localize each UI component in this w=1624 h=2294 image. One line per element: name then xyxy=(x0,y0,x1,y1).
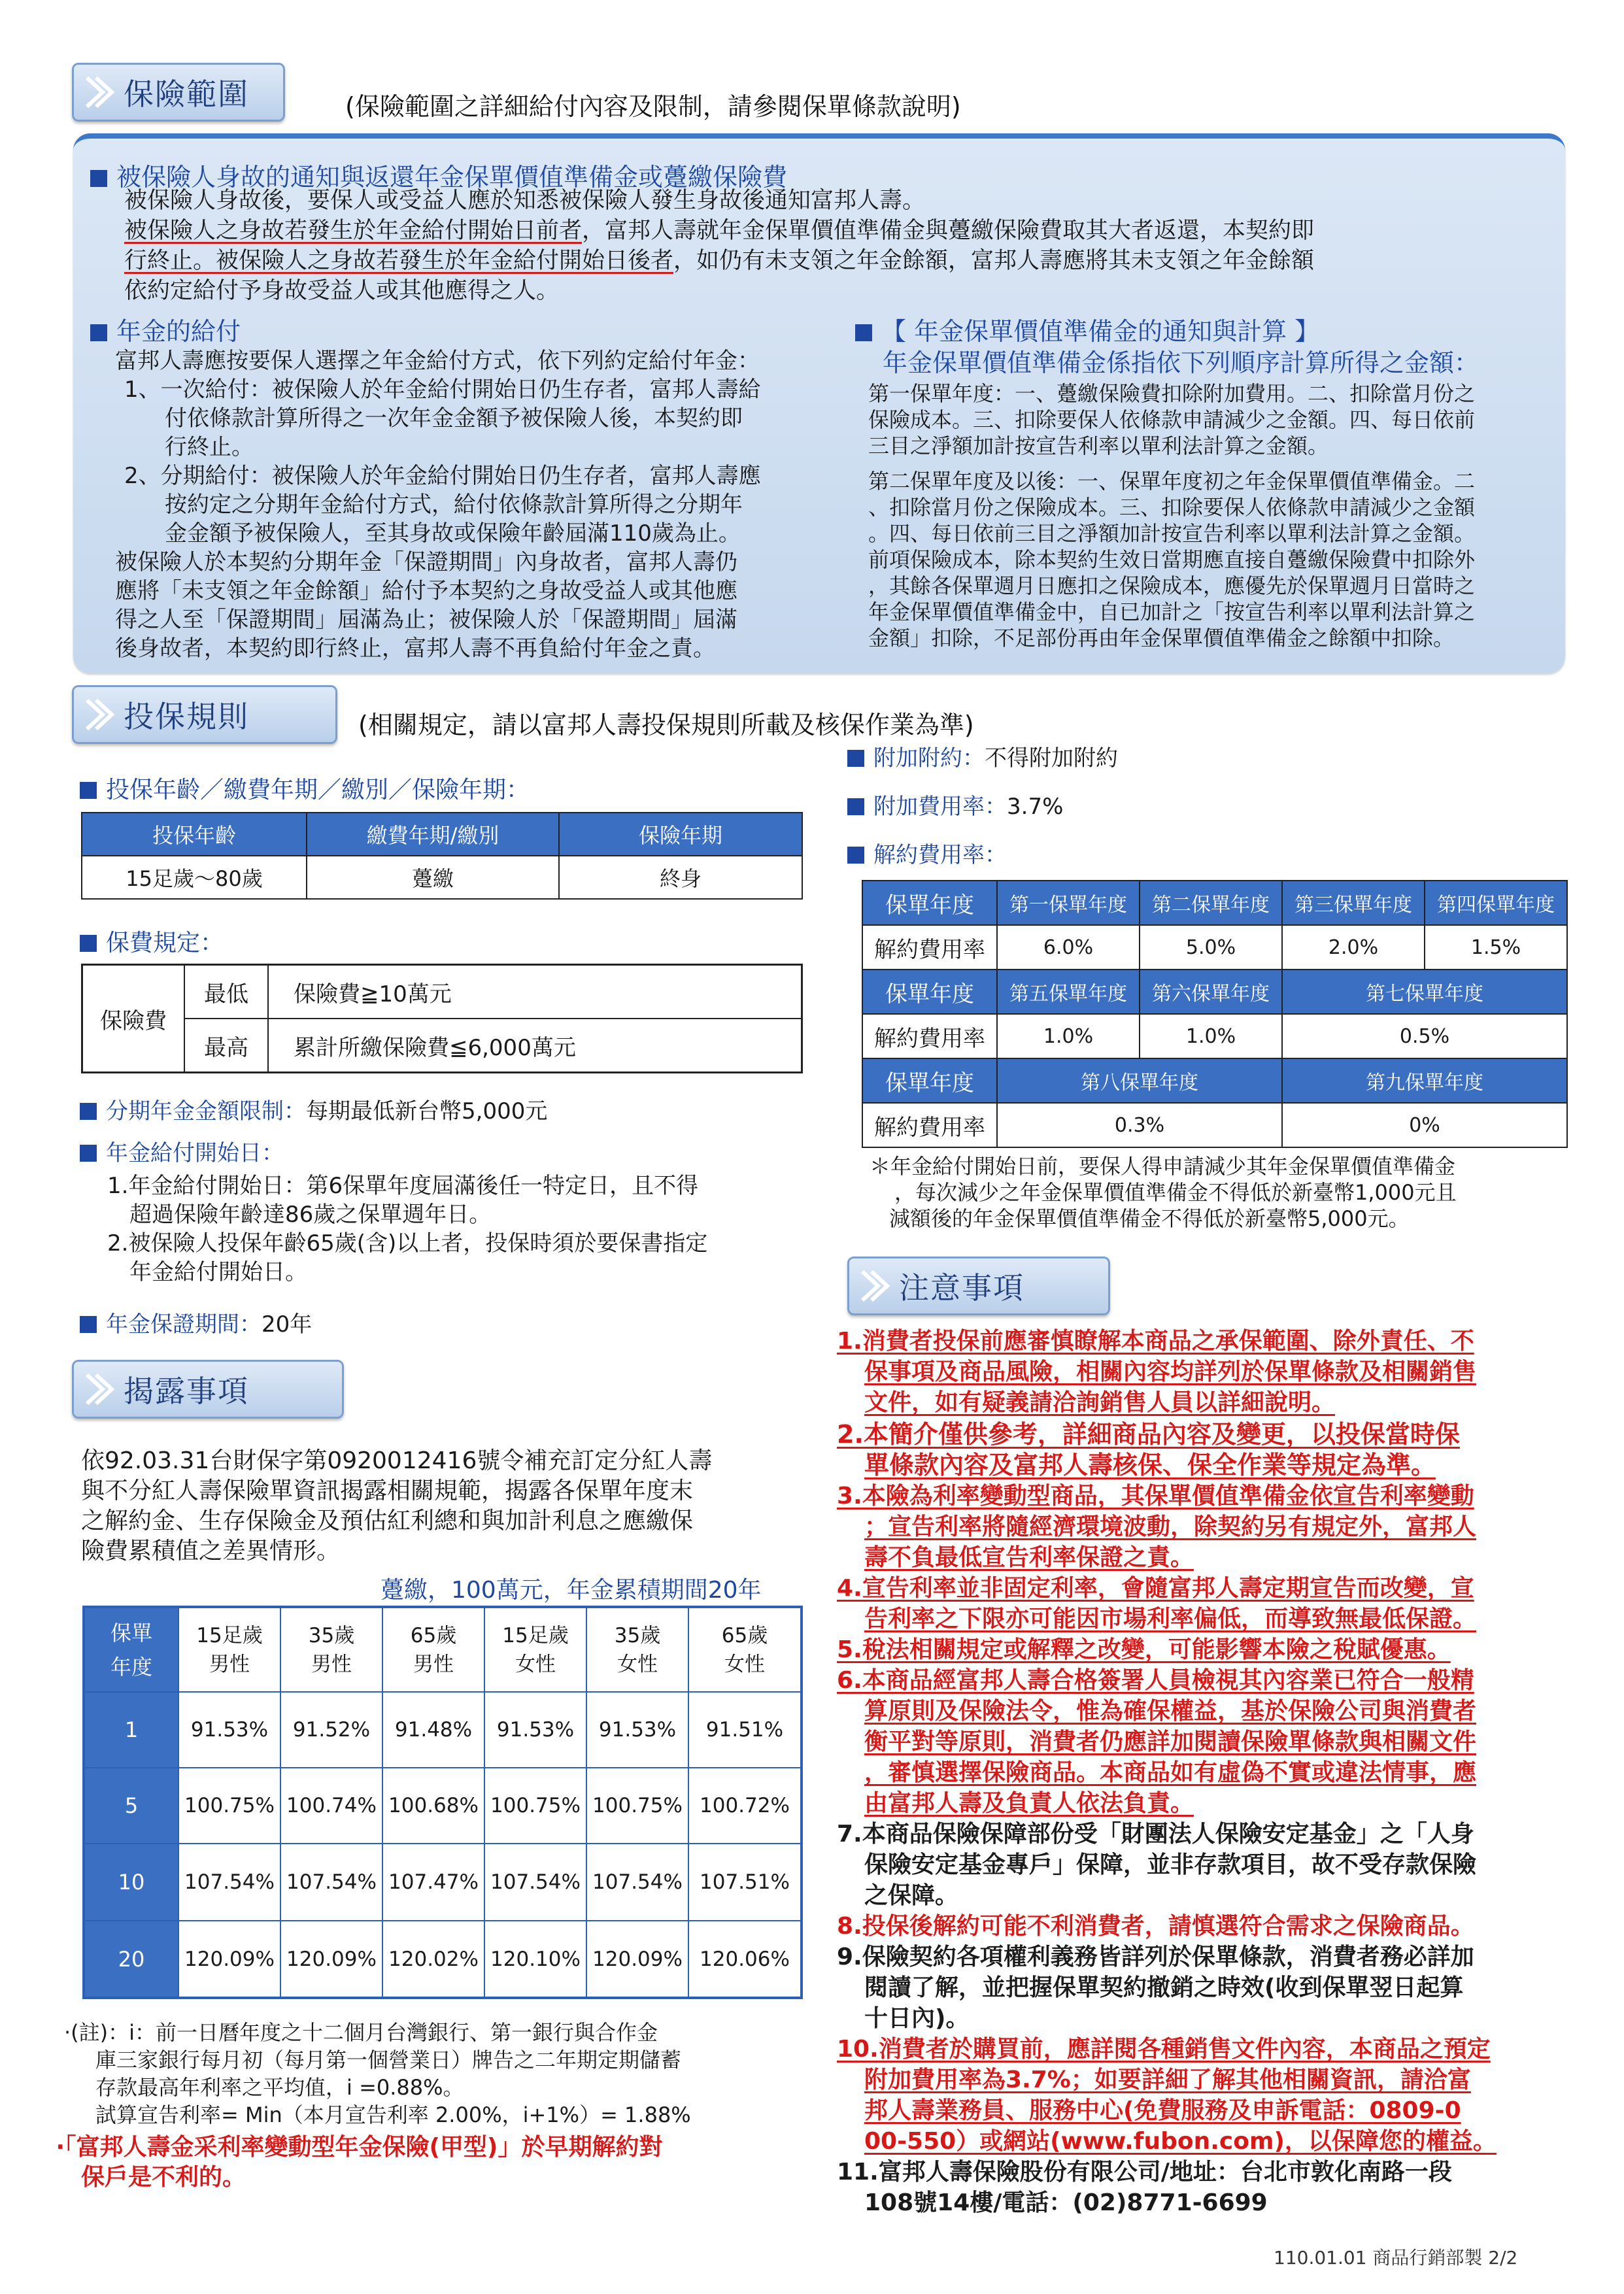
addfee-rule: 附加費用率：3.7% xyxy=(847,788,1063,820)
installment-limit: 分期年金金額限制：每期最低新台幣5,000元 xyxy=(80,1093,547,1125)
disclosure-year: 1 xyxy=(84,1692,178,1768)
surrender-rate: 1.0% xyxy=(997,1014,1140,1058)
disclosure-tab xyxy=(72,1360,344,1419)
premium-heading: 保費規定： xyxy=(80,924,224,958)
table-row xyxy=(84,1768,802,1844)
disclosure-cell: 107.51% xyxy=(688,1844,802,1921)
surrender-year-label: 保單年度 xyxy=(862,881,997,925)
list-item: 9.保險契約各項權利義務皆詳列於保單條款，消費者務必詳加 閱讀了解，並把握保單契約撤銷之時效(收到保單翌日起算 十日內)。 xyxy=(837,1944,1474,2032)
list-item: 11.富邦人壽保險股份有限公司/地址：台北市敦化南路一段 108號14樓/電話：(02)8771-6699 xyxy=(837,2159,1452,2216)
premium-min-label: 最低 xyxy=(184,965,268,1019)
surrender-rate: 2.0% xyxy=(1282,925,1425,970)
disclosure-cell: 107.54% xyxy=(280,1844,382,1921)
disclosure-cell: 91.51% xyxy=(688,1692,802,1768)
premium-max-value: 累計所繳保險費≦6,000萬元 xyxy=(268,1019,802,1073)
attention-tab-title: 注意事項 xyxy=(899,1270,1024,1306)
disclosure-cell: 107.54% xyxy=(484,1844,586,1921)
surrender-year-label: 保單年度 xyxy=(862,1058,997,1103)
age-table-cell: 終身 xyxy=(559,856,802,899)
disclosure-year: 5 xyxy=(84,1768,178,1844)
table-row xyxy=(84,1844,802,1921)
disclosure-col: 65歲 女性 xyxy=(688,1607,802,1692)
surrender-rate: 0% xyxy=(1282,1103,1567,1147)
scope-tab xyxy=(72,63,285,122)
square-bullet-icon xyxy=(90,324,107,341)
disclosure-col: 65歲 男性 xyxy=(382,1607,484,1692)
age-table-header: 繳費年期/繳別 xyxy=(307,813,559,856)
list-item: 1.消費者投保前應審慎瞭解本商品之承保範圍、除外責任、不 保事項及商品風險，相關內容均詳列於保單條款及相關銷售 文件，如有疑義請洽詢銷售人員以詳細說明。 xyxy=(837,1328,1477,1416)
disclosure-cell: 100.75% xyxy=(178,1768,280,1844)
surrender-footnote: ＊年金給付開始日前，要保人得申請減少其年金保單價值準備金 ，每次減少之年金保單價值準備金不得低於新臺幣1,000元且 減額後的年金保單價值準備金不得低於新臺幣5,000元。 xyxy=(870,1154,1457,1231)
disclosure-cell: 100.75% xyxy=(484,1768,586,1844)
surrender-year: 第五保單年度 xyxy=(997,970,1140,1014)
disclosure-col: 35歲 男性 xyxy=(280,1607,382,1692)
disclosure-subtitle: 躉繳，100萬元，年金累積期間20年 xyxy=(381,1577,762,1604)
disclosure-cell: 91.53% xyxy=(178,1692,280,1768)
surrender-year: 第三保單年度 xyxy=(1282,881,1425,925)
age-table-header: 保險年期 xyxy=(559,813,802,856)
surrender-heading: 解約費用率： xyxy=(847,837,1007,869)
guarantee-period: 年金保證期間：20年 xyxy=(80,1306,312,1338)
disclosure-cell: 100.75% xyxy=(586,1768,688,1844)
square-bullet-icon xyxy=(847,798,864,815)
reserve-text: 第一保單年度：一、躉繳保險費扣除附加費用。二、扣除當月份之 保險成本。三、扣除要保人依條款申請減少之金額。四、每日依前 三目之淨額加計按宣告利率以單利法計算之金額。 第二保單年度及以後：一、保單年度初之年金保單價值準備金。二 、扣除當月份之保險成本。三、扣除要保人依條款申請減少之金額 。四、每日依前三目之淨額加計按宣告利率以單利法計算之金額。 前項保險成本，除本契約生效日當期應直接自躉繳保險費中扣除外 ，其餘各保單週月日應扣之保險成本，應優先於保單週月日當時之 年金保單價值準備金中，自已加計之「按宣告利率以單利法計算之 金額」扣除，不足部份再由年金保單價值準備金之餘額中扣除。 xyxy=(868,381,1476,650)
disclosure-note: ‧(註)：i：前一日曆年度之十二個月台灣銀行、第一銀行與合作金 庫三家銀行每月初（每月第一個營業日）牌告之二年期定期儲蓄 存款最高年利率之平均值，i =0.88%。 試算宣告利率= Min（本月宣告利率 2.00%，i+1%）= 1.88% xyxy=(64,2020,691,2127)
scope-tab-title: 保險範圍 xyxy=(124,76,249,112)
disclosure-text: 依92.03.31台財保字第0920012416號令補充訂定分紅人壽 與不分紅人壽保險單資訊揭露相關規範，揭露各保單年度末 之解約金、生存保險金及預估紅利總和與加計利息之應繳保 險費累積值之差異情形。 xyxy=(81,1447,713,1564)
double-arrow-icon xyxy=(83,73,120,112)
disclosure-table xyxy=(82,1606,803,1999)
attention-tab xyxy=(847,1257,1110,1315)
surrender-rate: 5.0% xyxy=(1140,925,1282,970)
double-arrow-icon xyxy=(83,1370,120,1409)
surrender-table xyxy=(862,880,1568,1148)
table-row xyxy=(84,1692,802,1768)
age-table-cell: 躉繳 xyxy=(307,856,559,899)
age-table-cell: 15足歲～80歲 xyxy=(82,856,307,899)
disclosure-tab-title: 揭露事項 xyxy=(124,1374,249,1409)
square-bullet-icon xyxy=(80,935,97,952)
premium-max-label: 最高 xyxy=(184,1019,268,1073)
disclosure-cell: 91.52% xyxy=(280,1692,382,1768)
list-item: 4.宣告利率並非固定利率，會隨富邦人壽定期宣告而改變，宣 告利率之下限亦可能因市場利率偏低，而導致無最低保證。 xyxy=(837,1575,1477,1632)
premium-table xyxy=(81,964,803,1073)
square-bullet-icon xyxy=(90,170,107,187)
disclosure-cell: 120.06% xyxy=(688,1921,802,1998)
square-bullet-icon xyxy=(80,1145,97,1162)
disclosure-cell: 120.02% xyxy=(382,1921,484,1998)
annuity-heading: 年金的給付 xyxy=(90,311,241,347)
attention-list xyxy=(837,1326,1569,2218)
surrender-rate-label: 解約費用率 xyxy=(862,925,997,970)
surrender-rate: 0.3% xyxy=(997,1103,1282,1147)
surrender-year: 第九保單年度 xyxy=(1282,1058,1567,1103)
list-item: 5.稅法相關規定或解釋之改變，可能影響本險之稅賦優惠。 xyxy=(837,1636,1451,1663)
surrender-year: 第六保單年度 xyxy=(1140,970,1282,1014)
surrender-year: 第八保單年度 xyxy=(997,1058,1282,1103)
double-arrow-icon xyxy=(858,1266,895,1306)
disclosure-cell: 120.09% xyxy=(586,1921,688,1998)
surrender-year: 第二保單年度 xyxy=(1140,881,1282,925)
early-surrender-warning: ‧「富邦人壽金采利率變動型年金保險(甲型)」於早期解約對 保戶是不利的。 xyxy=(56,2134,663,2191)
surrender-rate-label: 解約費用率 xyxy=(862,1014,997,1058)
list-item: 2.本簡介僅供參考，詳細商品內容及變更，以投保當時保 單條款內容及富邦人壽核保、保全作業等規定為準。 xyxy=(837,1420,1460,1479)
reserve-heading: 【 年金保單價值準備金的通知與計算 】 xyxy=(855,311,1319,347)
list-item: 10.消費者於購買前，應詳閱各種銷售文件內容，本商品之預定 附加費用率為3.7%；如要詳細了解其他相關資訊，請洽富 邦人壽業務員、服務中心(免費服務及申訴電話：0809-0 00-550）或網站(www.fubon.com)，以保障您的權益。 xyxy=(837,2036,1497,2155)
square-bullet-icon xyxy=(847,847,864,864)
death-heading: 被保險人身故的通知與返還年金保單價值準備金或躉繳保險費 xyxy=(90,157,787,193)
disclosure-cell: 100.72% xyxy=(688,1768,802,1844)
reserve-subheading: 年金保單價值準備金係指依下列順序計算所得之金額： xyxy=(883,348,1480,377)
double-arrow-icon xyxy=(83,695,120,734)
scope-note: (保險範圍之詳細給付內容及限制，請參閱保單條款說明) xyxy=(345,92,961,121)
list-item: 3.本險為利率變動型商品，其保單價值準備金依宣告利率變動 ；宣告利率將隨經濟環境波動，除契約另有規定外，富邦人 壽不負最低宣告利率保證之責。 xyxy=(837,1483,1477,1571)
disclosure-cell: 120.10% xyxy=(484,1921,586,1998)
rider-rule: 附加附約：不得附加附約 xyxy=(847,740,1118,772)
surrender-rate: 0.5% xyxy=(1282,1014,1567,1058)
list-item: 7.本商品保險保障部份受「財團法人保險安定基金」之「人身 保險安定基金專戶」保障，並非存款項目，故不受存款保險 之保障。 xyxy=(837,1821,1477,1909)
rules-tab xyxy=(72,685,337,744)
surrender-rate: 1.0% xyxy=(1140,1014,1282,1058)
surrender-year-label: 保單年度 xyxy=(862,970,997,1014)
surrender-rate: 6.0% xyxy=(997,925,1140,970)
rules-note: (相關規定，請以富邦人壽投保規則所載及核保作業為準) xyxy=(358,711,974,739)
disclosure-cell: 91.53% xyxy=(484,1692,586,1768)
death-text: 被保險人身故後，要保人或受益人應於知悉被保險人發生身故後通知富邦人壽。 被保險人之身故若發生於年金給付開始日前者，富邦人壽就年金保單價值準備金與躉繳保險費取其大者返還，本契約即 行終止。被保險人之身故若發生於年金給付開始日後者，如仍有未支領之年金餘額，富邦人壽應將其未支領之年金餘額 依約定給付予身故受益人或其他應得之人。 xyxy=(124,188,1315,304)
square-bullet-icon xyxy=(80,1316,97,1333)
disclosure-cell: 107.54% xyxy=(178,1844,280,1921)
premium-min-value: 保險費≧10萬元 xyxy=(268,965,802,1019)
disclosure-cell: 120.09% xyxy=(280,1921,382,1998)
premium-label: 保險費 xyxy=(82,965,185,1073)
disclosure-cell: 107.54% xyxy=(586,1844,688,1921)
square-bullet-icon xyxy=(855,324,872,341)
list-item: 8.投保後解約可能不利消費者，請慎選符合需求之保險商品。 xyxy=(837,1913,1474,1940)
disclosure-cell: 100.68% xyxy=(382,1768,484,1844)
disclosure-cell: 91.53% xyxy=(586,1692,688,1768)
disclosure-col: 35歲 女性 xyxy=(586,1607,688,1692)
list-item: 6.本商品經富邦人壽合格簽署人員檢視其內容業已符合一般精 算原則及保險法令，惟為確保權益，基於保險公司與消費者 衡平對等原則，消費者仍應詳加閱讀保險單條款與相關文件 ，審慎選擇保險商品。本商品如有虛偽不實或違法情事，應 由富邦人壽及負責人依法負責。 xyxy=(837,1667,1477,1817)
surrender-rate-label: 解約費用率 xyxy=(862,1103,997,1147)
square-bullet-icon xyxy=(80,782,97,799)
start-text: 1.年金給付開始日：第6保單年度屆滿後任一特定日，且不得 超過保險年齡達86歲之保單週年日。 2.被保險人投保年齡65歲(含)以上者，投保時須於要保書指定 年金給付開始日。 xyxy=(107,1173,708,1285)
surrender-rate: 1.5% xyxy=(1425,925,1567,970)
disclosure-col-year: 保單 年度 xyxy=(84,1607,178,1692)
age-table xyxy=(81,812,803,900)
surrender-year: 第一保單年度 xyxy=(997,881,1140,925)
age-table-header: 投保年齡 xyxy=(82,813,307,856)
age-heading: 投保年齡／繳費年期／繳別／保險年期： xyxy=(80,771,530,805)
disclosure-cell: 120.09% xyxy=(178,1921,280,1998)
rules-tab-title: 投保規則 xyxy=(124,699,249,734)
start-heading: 年金給付開始日： xyxy=(80,1135,284,1167)
surrender-year: 第七保單年度 xyxy=(1282,970,1567,1014)
surrender-year: 第四保單年度 xyxy=(1425,881,1567,925)
square-bullet-icon xyxy=(847,750,864,767)
table-row xyxy=(84,1921,802,1998)
disclosure-year: 10 xyxy=(84,1844,178,1921)
disclosure-col: 15足歲 女性 xyxy=(484,1607,586,1692)
annuity-text: 富邦人壽應按要保人選擇之年金給付方式，依下列約定給付年金： 1、一次給付：被保險人於年金給付開始日仍生存者，富邦人壽給 付依條款計算所得之一次年金金額予被保險人後，本契約即 行終止。 2、分期給付：被保險人於年金給付開始日仍生存者，富邦人壽應 按約定之分期年金給付方式，給付依條款計算所得之分期年 金金額予被保險人，至其身故或保險年齡屆滿110歲為止。 被保險人於本契約分期年金「保證期間」內身故者，富邦人壽仍 應將「未支領之年金餘額」給付予本契約之身故受益人或其他應 得之人至「保證期間」屆滿為止；被保險人於「保證期間」屆滿 後身故者，本契約即行終止，富邦人壽不再負給付年金之責。 xyxy=(115,348,761,662)
disclosure-cell: 100.74% xyxy=(280,1768,382,1844)
square-bullet-icon xyxy=(80,1103,97,1120)
disclosure-col: 15足歲 男性 xyxy=(178,1607,280,1692)
footer: 110.01.01 商品行銷部製 2/2 xyxy=(1274,2247,1518,2269)
disclosure-year: 20 xyxy=(84,1921,178,1998)
disclosure-cell: 91.48% xyxy=(382,1692,484,1768)
disclosure-cell: 107.47% xyxy=(382,1844,484,1921)
